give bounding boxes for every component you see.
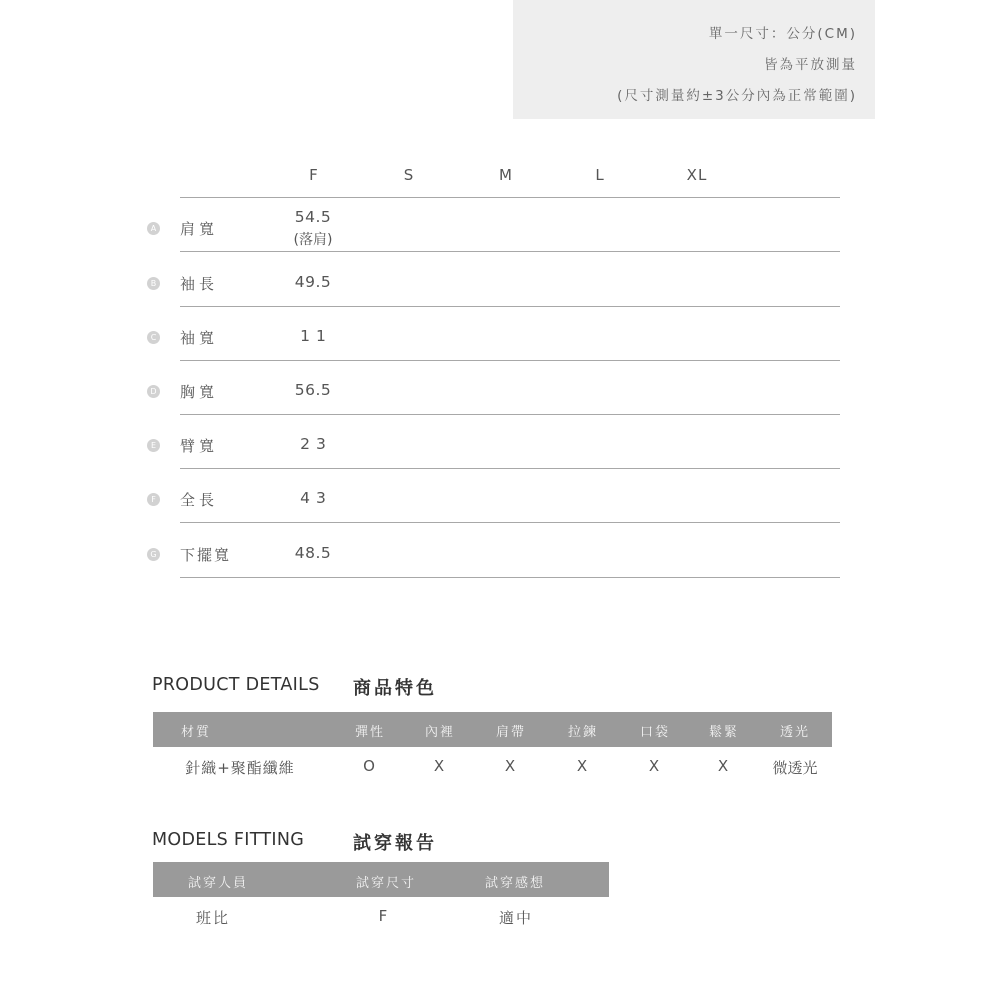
models-fitting-header: 試穿尺寸 xyxy=(355,876,417,891)
table-divider xyxy=(180,522,840,523)
row-marker-c: C xyxy=(147,331,160,344)
row-label: 胸寬 xyxy=(180,383,219,401)
product-details-header: 內裡 xyxy=(424,725,456,740)
row-marker-a: A xyxy=(147,222,160,235)
unit-note-line-2: 皆為平放測量 xyxy=(764,57,857,73)
product-details-header: 鬆緊 xyxy=(708,725,740,740)
row-value: 23 xyxy=(300,435,332,453)
product-details-header: 肩帶 xyxy=(495,725,527,740)
product-details-value: X xyxy=(433,757,447,775)
models-fitting-value: 適中 xyxy=(498,909,534,927)
row-label: 下擺寬 xyxy=(180,546,232,564)
product-details-header: 材質 xyxy=(180,725,212,740)
table-divider xyxy=(180,197,840,198)
product-details-value: X xyxy=(648,757,662,775)
table-divider xyxy=(180,306,840,307)
unit-note-line-1: 單一尺寸：公分(CM) xyxy=(708,26,857,42)
row-value: 54.5 xyxy=(294,208,332,226)
models-fitting-header: 試穿人員 xyxy=(187,876,249,891)
product-details-value: O xyxy=(363,757,377,775)
size-column-header: S xyxy=(403,166,415,184)
row-value: 43 xyxy=(300,489,332,507)
product-details-header: 透光 xyxy=(779,725,811,740)
row-value: 49.5 xyxy=(294,273,332,291)
row-marker-e: E xyxy=(147,439,160,452)
product-details-title-zh: 商品特色 xyxy=(353,678,437,699)
row-marker-f: F xyxy=(147,493,160,506)
unit-note-line-3: (尺寸測量約±3公分內為正常範圍) xyxy=(617,88,857,104)
product-details-header: 拉鍊 xyxy=(567,725,599,740)
product-details-title: PRODUCT DETAILS xyxy=(152,675,320,695)
size-column-header: F xyxy=(309,166,319,184)
row-value: 48.5 xyxy=(294,544,332,562)
row-marker-d: D xyxy=(147,385,160,398)
unit-note-box xyxy=(513,0,875,119)
product-details-value: X xyxy=(504,757,518,775)
table-divider xyxy=(180,468,840,469)
models-fitting-value: 班比 xyxy=(195,909,231,927)
size-column-header: M xyxy=(499,166,513,184)
row-label: 全長 xyxy=(180,491,219,509)
product-details-header: 彈性 xyxy=(354,725,386,740)
table-divider xyxy=(180,414,840,415)
row-value-note: (落肩) xyxy=(293,232,333,248)
row-marker-g: G xyxy=(147,548,160,561)
table-divider xyxy=(180,251,840,252)
models-fitting-title-zh: 試穿報告 xyxy=(353,833,437,854)
product-details-value: 針織+聚酯纖維 xyxy=(185,759,295,777)
models-fitting-header: 試穿感想 xyxy=(484,876,546,891)
size-column-header: XL xyxy=(686,166,708,184)
product-details-header: 口袋 xyxy=(639,725,671,740)
models-fitting-value: F xyxy=(378,907,390,925)
row-marker-b: B xyxy=(147,277,160,290)
product-details-value: X xyxy=(717,757,731,775)
row-value: 11 xyxy=(300,327,332,345)
row-label: 肩寬 xyxy=(180,220,219,238)
product-details-value: 微透光 xyxy=(772,759,818,777)
table-divider xyxy=(180,577,840,578)
row-label: 袖長 xyxy=(180,275,219,293)
product-details-value: X xyxy=(576,757,590,775)
row-value: 56.5 xyxy=(294,381,332,399)
row-label: 臂寬 xyxy=(180,437,219,455)
models-fitting-title: MODELS FITTING xyxy=(152,830,305,850)
size-column-header: L xyxy=(595,166,605,184)
row-label: 袖寬 xyxy=(180,329,219,347)
table-divider xyxy=(180,360,840,361)
